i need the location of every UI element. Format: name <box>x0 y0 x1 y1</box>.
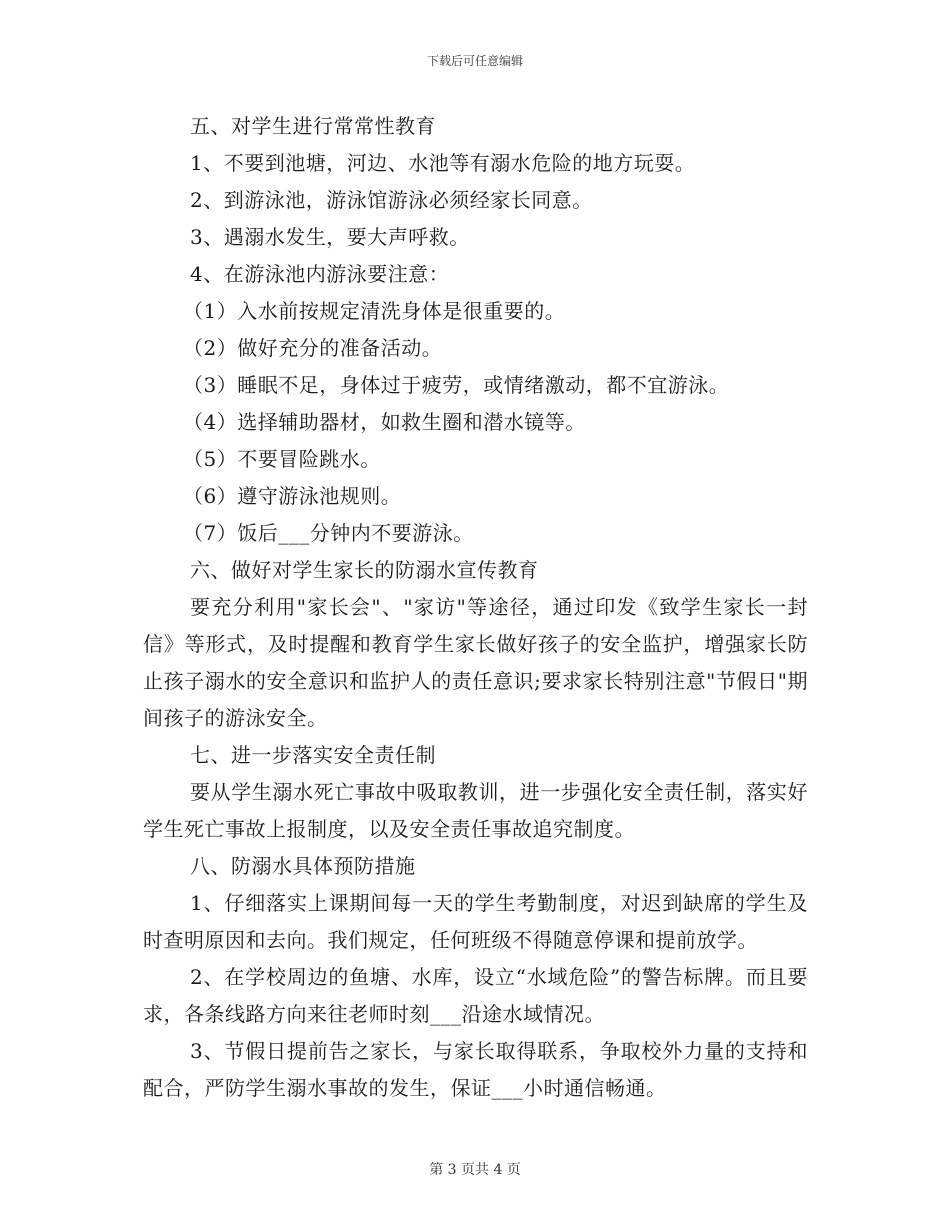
section8-item: 3、节假日提前告之家长，与家长取得联系，争取校外力量的支持和配合，严防学生溺水事故的发生，保证___小时通信畅通。 <box>143 1039 808 1100</box>
sub-item: （6）遵守游泳池规则。 <box>183 484 402 508</box>
section7-paragraph: 要从学生溺水死亡事故中吸取教训，进一步强化安全责任制，落实好学生死亡事故上报制度，以及安全责任事故追究制度。 <box>143 780 808 841</box>
sub-item: （1）入水前按规定清洗身体是很重要的。 <box>183 299 566 323</box>
section6-heading: 六、做好对学生家长的防溺水宣传教育 <box>190 558 539 582</box>
sub-item: （7）饭后___分钟内不要游泳。 <box>183 521 474 545</box>
section5-heading: 五、对学生进行常常性教育 <box>190 114 436 138</box>
document-body <box>143 108 808 1107</box>
sub-item: （2）做好充分的准备活动。 <box>183 336 443 360</box>
sub-item: （3）睡眠不足，身体过于疲劳，或情绪激动，都不宜游泳。 <box>183 373 730 397</box>
page-header: 下载后可任意编辑 <box>426 54 523 68</box>
list-item: 2、到游泳池，游泳馆游泳必须经家长同意。 <box>190 188 593 212</box>
section8-item: 1、仔细落实上课期间每一天的学生考勤制度，对迟到缺席的学生及时查明原因和去向。我们规定，任何班级不得随意停课和提前放学。 <box>143 891 808 952</box>
sub-item: （5）不要冒险跳水。 <box>183 447 381 471</box>
section7-heading: 七、进一步落实安全责任制 <box>190 743 436 767</box>
page-number: 第 3 页共 4 页 <box>429 1162 521 1178</box>
section8-item: 2、在学校周边的鱼塘、水库，设立“水域危险”的警告标牌。而且要求，各条线路方向来往老师时刻___沿途水域情况。 <box>143 965 808 1026</box>
list-item: 1、不要到池塘，河边、水池等有溺水危险的地方玩耍。 <box>190 151 696 175</box>
section6-paragraph: 要充分利用"家长会"、"家访"等途径，通过印发《致学生家长一封信》等形式，及时提醒和教育学生家长做好孩子的安全监护，增强家长防止孩子溺水的安全意识和监护人的责任意识;要求家长特别注意"节假日"期间孩子的游泳安全。 <box>143 595 808 730</box>
list-item: 4、在游泳池内游泳要注意： <box>190 262 450 286</box>
section8-heading: 八、防溺水具体预防措施 <box>190 854 416 878</box>
list-item: 3、遇溺水发生，要大声呼救。 <box>190 225 470 249</box>
sub-item: （4）选择辅助器材，如救生圈和潜水镜等。 <box>183 410 586 434</box>
